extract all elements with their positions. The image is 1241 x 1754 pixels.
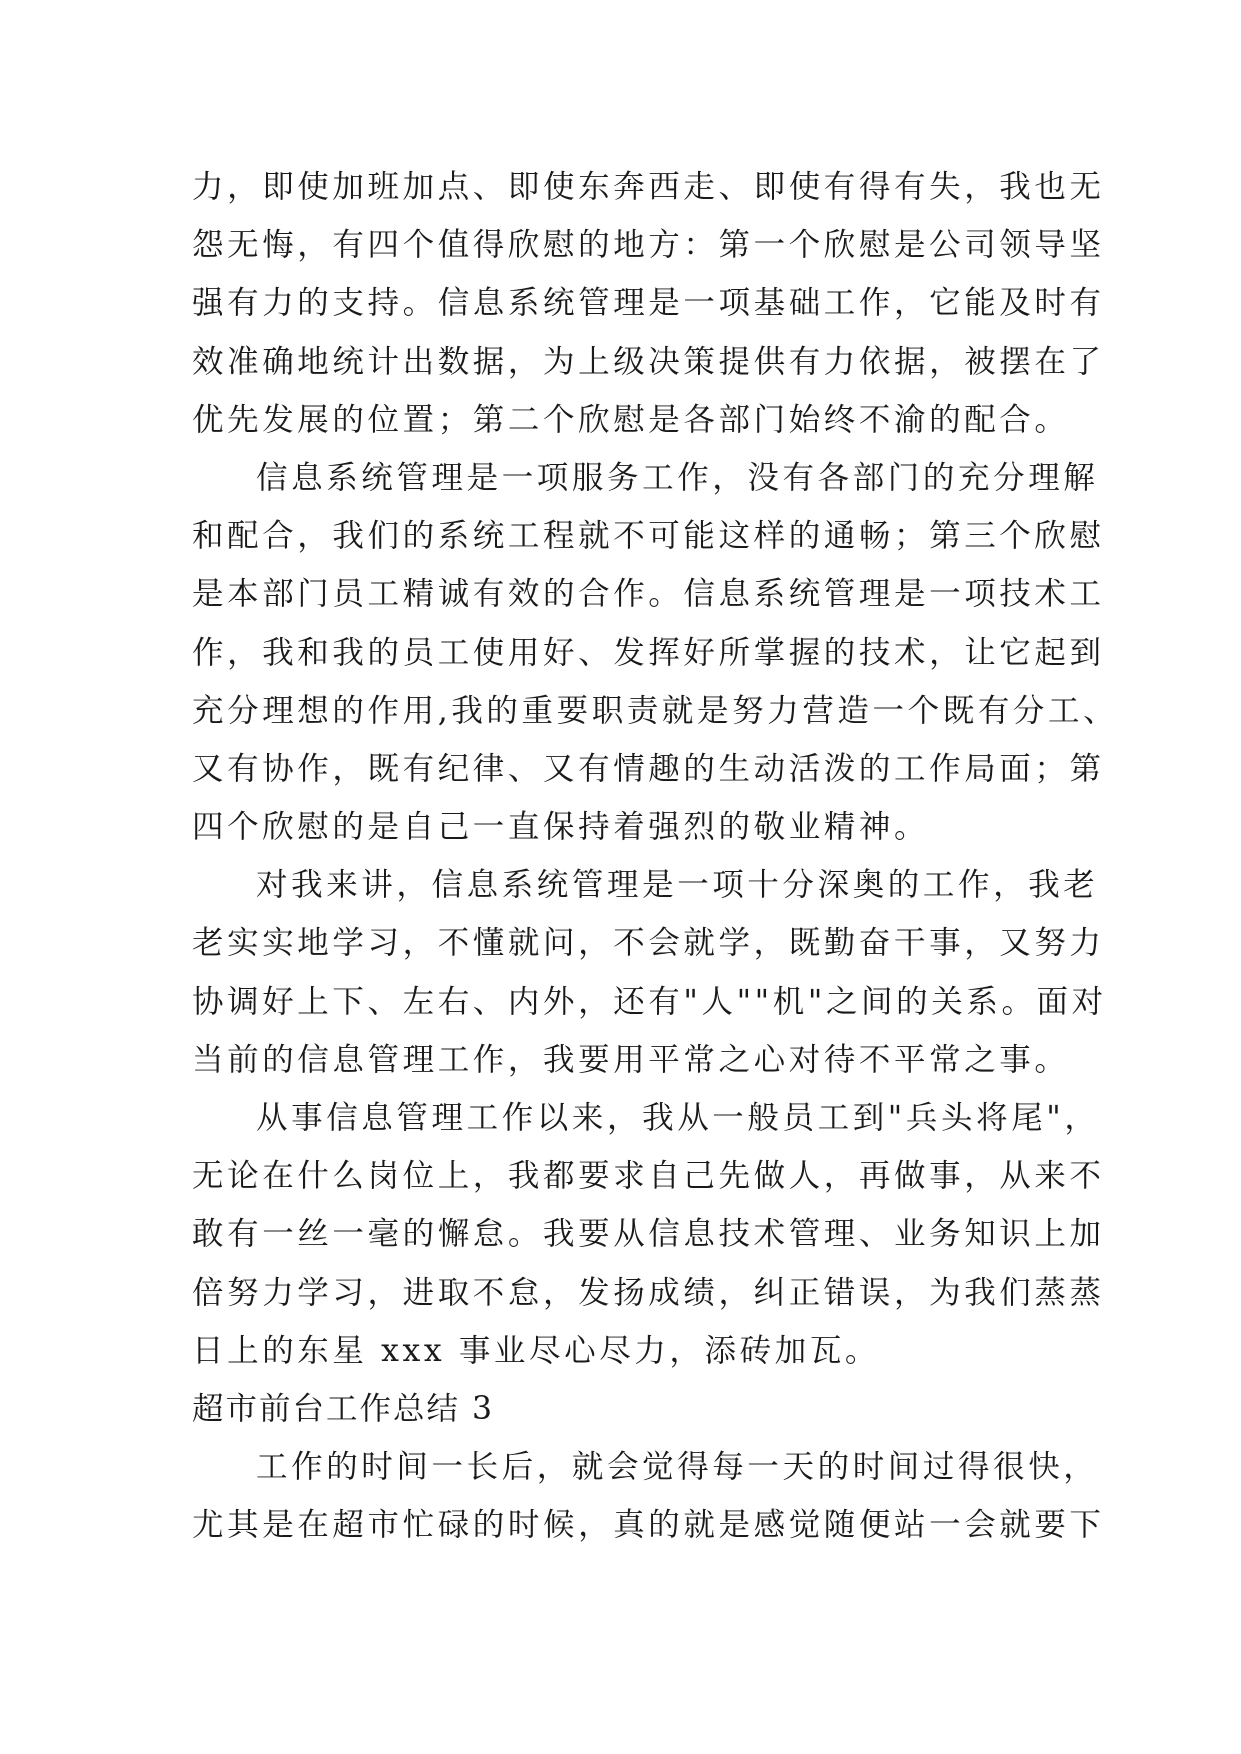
paragraph-line: 从事信息管理工作以来，我从一般员工到"兵头将尾"，: [256, 1100, 1100, 1136]
document-body: [192, 158, 1119, 1555]
paragraph-line: 效准确地统计出数据，为上级决策提供有力依据，被摆在了: [192, 343, 1105, 380]
paragraph-line: 无论在什么岗位上，我都要求自己先做人，再做事，从来不: [192, 1158, 1105, 1195]
paragraph-line: 倍努力学习，进取不怠，发扬成绩，纠正错误，为我们蒸蒸: [192, 1274, 1105, 1311]
paragraph-line: 和配合，我们的系统工程就不可能这样的通畅；第三个欣慰: [192, 518, 1105, 555]
paragraph-line: 日上的东星 xxx 事业尽心尽力，添砖加瓦。: [192, 1332, 881, 1369]
paragraph-line: 信息系统管理是一项服务工作，没有各部门的充分理解: [256, 459, 1099, 496]
paragraph-line: 当前的信息管理工作，我要用平常之心对待不平常之事。: [192, 1041, 1070, 1078]
paragraph-line: 怨无悔，有四个值得欣慰的地方：第一个欣慰是公司领导坚: [192, 227, 1105, 264]
paragraph-line: 强有力的支持。信息系统管理是一项基础工作，它能及时有: [192, 285, 1105, 322]
paragraph-line: 对我来讲，信息系统管理是一项十分深奥的工作，我老: [256, 867, 1099, 904]
paragraph-line: 充分理想的作用,我的重要职责就是努力营造一个既有分工、: [192, 692, 1119, 729]
section-heading: 超市前台工作总结 3: [192, 1390, 495, 1427]
paragraph-line: 作，我和我的员工使用好、发挥好所掌握的技术，让它起到: [192, 634, 1105, 671]
paragraph-line: 协调好上下、左右、内外，还有"人""机"之间的关系。面对: [192, 983, 1107, 1020]
paragraph-line: 敢有一丝一毫的懈怠。我要从信息技术管理、业务知识上加: [192, 1216, 1105, 1253]
paragraph-line: 优先发展的位置；第二个欣慰是各部门始终不渝的配合。: [192, 401, 1070, 438]
paragraph-line: 老实实地学习，不懂就问，不会就学，既勤奋干事，又努力: [192, 925, 1105, 962]
paragraph-line: 力，即使加班加点、即使东奔西走、即使有得有失，我也无: [192, 169, 1105, 205]
paragraph-line: 又有协作，既有纪律、又有情趣的生动活泼的工作局面；第: [192, 750, 1105, 787]
paragraph-line: 四个欣慰的是自己一直保持着强烈的敬业精神。: [192, 809, 930, 846]
paragraph-line: 尤其是在超市忙碌的时候，真的就是感觉随便站一会就要下: [192, 1507, 1105, 1544]
paragraph-line: 是本部门员工精诚有效的合作。信息系统管理是一项技术工: [192, 576, 1105, 613]
paragraph-line: 工作的时间一长后，就会觉得每一天的时间过得很快，: [256, 1449, 1099, 1486]
